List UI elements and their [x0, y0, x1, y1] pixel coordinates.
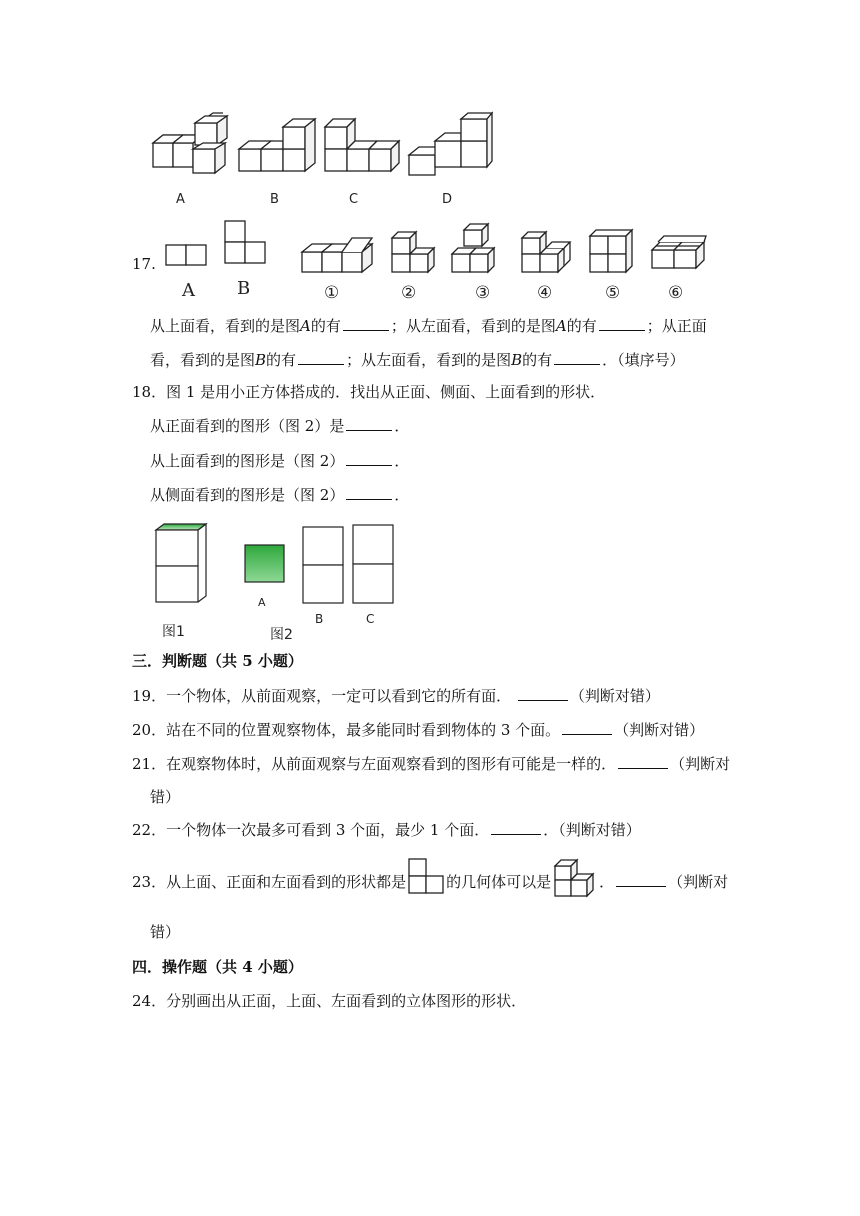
- question-24: 24．分别画出从正面，上面、左面看到的立体图形的形状．: [132, 992, 527, 1010]
- solid-5: [588, 228, 636, 276]
- solid-6: [650, 234, 710, 274]
- figure-a: [150, 115, 230, 180]
- q18-text: 18．图 1 是用小正方体搭成的．找出从正面、侧面、上面看到的形状．: [132, 383, 606, 401]
- solid-2: [390, 228, 436, 276]
- question-19: 19．一个物体，从前面观察，一定可以看到它的所有面． （判断对错）: [132, 687, 660, 705]
- q23-blank[interactable]: [616, 872, 666, 887]
- figure-c-label: C: [349, 192, 359, 207]
- option-b-label: B: [315, 612, 324, 626]
- figure-a-label: A: [176, 192, 185, 207]
- q17-line-1: 从上面看，看到的是图A的有 ；从左面看，看到的是图A的有 ；从正面: [150, 317, 707, 335]
- shape-a: [165, 244, 209, 268]
- solid-4-label: ④: [537, 283, 553, 303]
- q21-blank[interactable]: [618, 754, 668, 769]
- shape-b: [224, 220, 268, 266]
- question-21: 21．在观察物体时，从前面观察与左面观察看到的图形有可能是一样的． （判断对: [132, 755, 731, 773]
- figure-1-stack: [152, 522, 212, 604]
- solid-1: [300, 236, 375, 278]
- solid-3-label: ③: [475, 283, 491, 303]
- question-23: 23．从上面、正面和左面看到的形状都是 的几何体可以是 ． （判断对: [132, 873, 729, 891]
- q17-blank-3[interactable]: [298, 350, 344, 365]
- q18-side: 从侧面看到的图形是（图 2） ．: [150, 486, 410, 504]
- q17-blank-1[interactable]: [343, 316, 389, 331]
- solid-1-label: ①: [324, 283, 340, 303]
- q17-blank-4[interactable]: [554, 350, 600, 365]
- fig1-label: 图1: [162, 624, 185, 640]
- section-3-heading: 三．判断题（共 5 小题）: [132, 652, 303, 670]
- shape-b-label: B: [237, 278, 251, 299]
- q23-view-shape: [408, 858, 446, 898]
- q18-blank-top[interactable]: [346, 451, 392, 466]
- figure-b: [236, 115, 316, 180]
- question-21-wrap: 错）: [150, 788, 181, 806]
- solid-5-label: ⑤: [605, 283, 621, 303]
- q18-blank-side[interactable]: [346, 485, 392, 500]
- q17-number: 17.: [132, 255, 156, 273]
- question-23-wrap: 错）: [150, 923, 181, 941]
- section-4-heading: 四．操作题（共 4 小题）: [132, 958, 303, 976]
- option-b-rect: [302, 526, 346, 606]
- q20-blank[interactable]: [562, 720, 612, 735]
- q18-top: 从上面看到的图形是（图 2） ．: [150, 452, 410, 470]
- figure-c: [322, 115, 402, 180]
- q17-line-2: 看，看到的是图B的有 ；从左面看，看到的是图B的有 ．（填序号）: [150, 351, 685, 369]
- q18-front: 从正面看到的图形（图 2）是 ．: [150, 417, 410, 435]
- option-a-label: A: [258, 596, 266, 609]
- figure-d-label: D: [442, 192, 453, 207]
- q17-blank-2[interactable]: [599, 316, 645, 331]
- fig2-label: 图2: [270, 627, 293, 643]
- figure-d: [406, 115, 496, 180]
- option-c-label: C: [366, 612, 375, 626]
- solid-6-label: ⑥: [668, 283, 684, 303]
- q22-blank[interactable]: [491, 820, 541, 835]
- solid-3: [450, 222, 506, 276]
- q23-solid: [553, 856, 601, 902]
- question-22: 22．一个物体一次最多可看到 3 个面，最少 1 个面． ．（判断对错）: [132, 821, 641, 839]
- solid-4: [520, 228, 576, 276]
- option-a-square: [244, 544, 286, 584]
- q19-blank[interactable]: [518, 686, 568, 701]
- shape-a-label: A: [182, 280, 195, 301]
- question-20: 20．站在不同的位置观察物体，最多能同时看到物体的 3 个面。 （判断对错）: [132, 721, 705, 739]
- q18-blank-front[interactable]: [346, 416, 392, 431]
- figure-b-label: B: [270, 192, 279, 207]
- option-c-rect: [352, 524, 396, 606]
- solid-2-label: ②: [401, 283, 417, 303]
